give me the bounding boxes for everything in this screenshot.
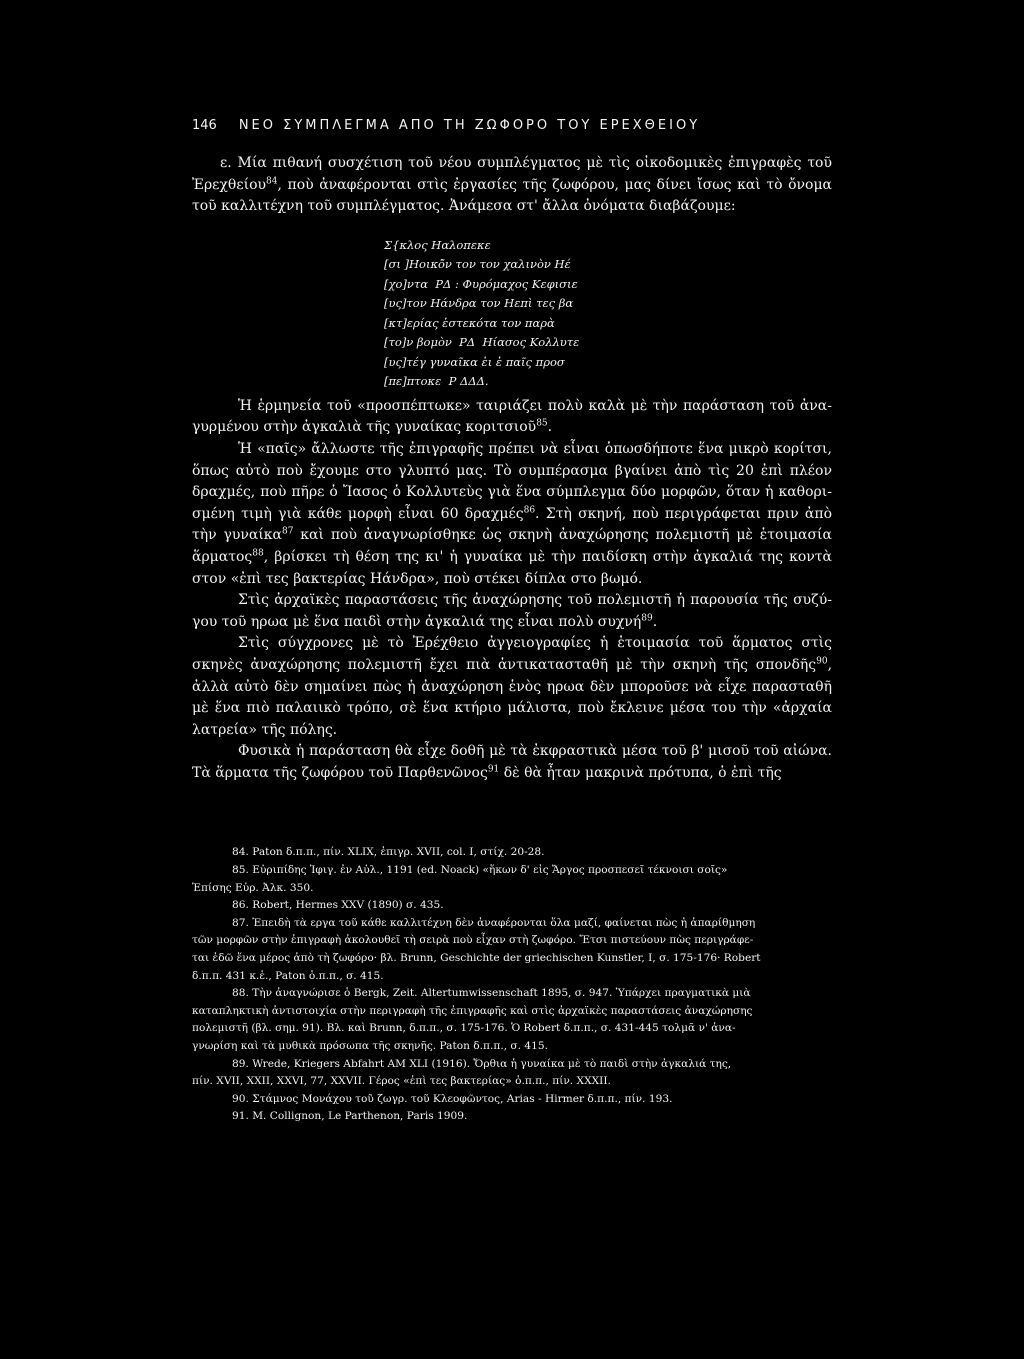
footnote-87-cont: δ.π.π. 431 κ.ἑ., Paton ὁ.π.π., σ. 415. — [192, 969, 384, 982]
body-text-main — [192, 396, 832, 785]
paragraph-2 — [192, 439, 832, 590]
p5-text-c: δὲ θὰ ἦταν μακρινὰ πρότυπα, ὁ ἐπὶ τῆς — [499, 764, 782, 781]
p1-text-b: γυρμένου στὴν ἀγκαλιὰ τῆς γυναίκας κοριτσιοῦ — [192, 419, 537, 436]
p2-text-f: τὴν γυναίκα — [192, 527, 283, 544]
p4-text-a: Στὶς σύγχρονες μὲ τὸ Ἐρέχθειο ἀγγειογραφίες ἡ ἑτοιμασία τοῦ ἅρματος στὶς σκηνὲς — [192, 635, 832, 673]
footnote-87: 87. Ἐπειδὴ τὰ εργα τοῦ κάθε καλλιτέχνη δὲν ἀναφέρονται ὅλα μαζί, φαίνεται πὼς ἡ ἀπαρίθμηση — [232, 916, 756, 929]
paragraph-5 — [192, 741, 832, 784]
footnote-90: 90. Στάμνος Μονάχου τοῦ ζωγρ. τοῦ Κλεοφῶντος, Arias - Hirmer δ.π.π., πίν. 193. — [232, 1092, 673, 1105]
p2-text-e: . Στὴ σκηνή, ποὺ περιγράφεται πριν ἀπὸ — [535, 505, 833, 522]
footnote-88: 88. Τὴν ἀναγνώρισε ὁ Bergk, Zeit. Altertumwissenschaft 1895, σ. 947. Ὑπάρχει πραγματικὰ μιὰ — [232, 987, 751, 1000]
intro-line-2b: , ποὺ ἀναφέρονται στὶς ἐργασίες τῆς ζωφόρου, μας δίνει ἴσως καὶ τὸ — [277, 176, 783, 193]
page-number: 146 — [192, 118, 217, 133]
page — [192, 118, 832, 1126]
p4-text-f: τῆς πόλης. — [261, 721, 338, 738]
inscription-line: Σ{κλος Ηαλοπεκε — [384, 237, 491, 252]
footnote-ref-87[interactable]: 87 — [282, 526, 294, 537]
p1-text-c: . — [547, 419, 553, 436]
footnote-ref-91[interactable]: 91 — [487, 764, 500, 775]
inscription-line: [σι ]Ηοικō̃ν τον τον χαλινὸν Ηέ — [384, 257, 571, 272]
footnote-89-cont: πίν. XVII, XXII, XXVI, 77, XXVII. Γέρος «ἐπὶ τες βακτερίας» ὁ.π.π., πίν. XXXII. — [192, 1075, 611, 1088]
paragraph-3 — [192, 590, 832, 633]
footnote-ref-89[interactable]: 89 — [641, 613, 653, 624]
inscription-line: [υς]τέγ γυναῖκα ἑι ἑ παῖς προσ — [384, 354, 565, 369]
p2-text-j: κοντὰ στον «ἐπὶ τες βακτερίας Ηάνδρα», ποὺ στέκει δίπλα στο βωμό. — [192, 548, 832, 587]
footnote-86: 86. Robert, Hermes XXV (1890) σ. 435. — [232, 899, 444, 912]
p2-text-c: δραχμές, ποὺ πῆρε ὁ Ἴασος ὁ Κολλυτεὺς γιὰ ἕνα σύμπλεγμα δύο μορφῶν, ὅταν ἡ καθορι- — [192, 484, 832, 501]
intro-line-1: ε. Μία πιθανή συσχέτιση τοῦ νέου συμπλέγματος μὲ τὶς οἰκοδομικὲς ἐπιγραφὲς — [220, 155, 802, 171]
p4-text-b: ἀναχώρησης πολεμιστῆ ἔχει πιὰ ἀντικατασταθῆ μὲ τὴν σκηνὴ τῆς σπονδῆς — [250, 656, 817, 673]
footnote-ref-88[interactable]: 88 — [252, 548, 264, 559]
p2-text-h: ἅρματος — [192, 548, 253, 565]
inscription-line: [χο]ντα ΡΔ : Φυρόμαχος Κεφισιε — [384, 276, 578, 291]
footnote-ref-86[interactable]: 86 — [523, 505, 536, 516]
inscription-line: [το]ν βομὸν ΡΔ Ηίασος Κολλυτε — [384, 335, 580, 350]
footnote-85: 85. Εὐριπίδης Ἰφιγ. ἐν Αὐλ., 1191 (ed. Noack) «ἥκων δ' εἰς Ἄργος προσπεσεῖ τέκνοισι σοῖς» — [232, 864, 728, 877]
inscription-line: [πε]πτοκε Ρ ΔΔΔ. — [384, 374, 489, 389]
p3-text-a: Στὶς ἀρχαϊκὲς παραστάσεις τῆς ἀναχώρησης τοῦ πολεμιστῆ ἡ παρουσία τῆς συζύ- — [238, 592, 832, 609]
p3-text-c: . — [652, 613, 658, 630]
inscription-block — [384, 236, 832, 392]
p5-text-a: Φυσικὰ ἡ παράσταση θὰ εἶχε δοθῆ μὲ τὰ ἐκφραστικὰ μέσα τοῦ β' μισοῦ τοῦ αἰώνα. — [238, 743, 832, 760]
footnote-88-cont: καταπληκτικὴ ἀντιστοιχία στὴν περιγραφὴ τῆς ἐπιγραφῆς καὶ στὶς ἀρχαϊκὲς παραστάσεις ἀναχώρησης — [192, 1004, 753, 1017]
p3-text-b: γου τοῦ ηρωα μὲ ἕνα παιδὶ στὴν ἀγκαλιά της εἶναι πολὺ συχνή — [192, 613, 642, 630]
footnote-ref-85[interactable]: 85 — [536, 418, 548, 429]
footnote-89: 89. Wrede, Kriegers Abfahrt AM XLI (1916). Ὄρθια ἡ γυναίκα μὲ τὸ παιδὶ στὴν ἀγκαλιά της, — [232, 1057, 732, 1070]
paragraph-1 — [192, 396, 832, 439]
inscription-line: [υς]τον Ηάνδρα τον Ηεπὶ τες βα — [384, 296, 574, 311]
footnote-87-cont: τῶν μορφῶν στὴν ἐπιγραφὴ ἀκολουθεῖ τὴ σειρὰ ποὺ εἶχαν στὴ ζωφόρο. Ἔτσι πιστεύουν πὼς περιγράφε- — [192, 934, 754, 947]
p2-text-g: καὶ ποὺ ἀναγνωρίσθηκε ὡς σκηνὴ ἀναχώρησης πολεμιστῆ μὲ ἑτοιμασία — [293, 527, 832, 544]
footnote-ref-84[interactable]: 84 — [266, 175, 278, 186]
intro-line-2a: τοῦ Ἐρεχθείου — [192, 155, 832, 193]
intro-paragraph — [192, 153, 832, 218]
p2-text-i: , βρίσκει τὴ θέση της κι' ἡ γυναίκα μὲ τὴν παιδίσκη στὴν ἀγκαλιά της — [263, 548, 784, 565]
footnote-88-cont: πολεμιστῆ (βλ. σημ. 91). Βλ. καὶ Brunn, δ.π.π., σ. 175-176. Ὁ Robert δ.π.π., σ. 431-445 τολμᾶ ν' ἀνα- — [192, 1022, 736, 1035]
intro-line-3: ὄνομα τοῦ καλλιτέχνη τοῦ συμπλέγματος. Ἀνάμεσα στ' ἄλλα ὀνόματα διαβάζουμε: — [192, 176, 833, 215]
p4-text-e: πιὸ παλαιικὸ τρόπο, σὲ ἕνα κτήριο μάλιστα, ποὺ ἔκλεινε μέσα του τὴν «ἀρχαία λατρεία» — [192, 700, 833, 738]
footnote-88-cont: γνωρίση καὶ τὰ μυθικὰ πρόσωπα τῆς σκηνῆς. Paton δ.π.π., σ. 415. — [192, 1040, 548, 1052]
paragraph-4 — [192, 633, 832, 741]
running-head — [192, 118, 832, 133]
p2-text-d: σμένη τιμὴ γιὰ κάθε μορφὴ εἶναι 60 δραχμές — [192, 505, 524, 522]
p2-text-b: ὅπως αὐτὸ ποὺ ἔχουμε στο γλυπτό μας. Τὸ συμπέρασμα βγαίνει ἀπὸ τὶς 20 ἐπὶ πλέον — [192, 462, 832, 479]
footnotes — [192, 844, 832, 1126]
inscription-line: [κτ]ερίας ἑστεκότα τον παρὰ — [384, 315, 555, 330]
footnote-ref-90[interactable]: 90 — [816, 656, 828, 667]
p2-text-a: Ἡ «παῖς» ἄλλωστε τῆς ἐπιγραφῆς πρέπει νὰ εἶναι ὁπωσδήποτε ἕνα μικρὸ κορίτσι, — [238, 440, 832, 457]
p1-text-a: Ἡ ἑρμηνεία τοῦ «προσπέπτωκε» ταιριάζει πολὺ καλὰ μὲ τὴν παράσταση τοῦ ἀνα- — [238, 397, 832, 414]
running-title: ΝΕΟ ΣΥΜΠΛΕΓΜΑ ΑΠΟ ΤΗ ΖΩΦΟΡΟ ΤΟΥ ΕΡΕΧΘΕΙΟΥ — [238, 118, 701, 133]
footnote-85-cont: Ἐπίσης Εὐρ. Ἀλκ. 350. — [192, 881, 314, 894]
p5-text-b: Τὰ ἅρματα τῆς ζωφόρου τοῦ Παρθενῶνος — [192, 764, 488, 781]
body-text — [192, 153, 832, 218]
footnote-87-cont: ται ἐδῶ ἕνα μέρος ἀπὸ τὴ ζωφόρο· βλ. Brunn, Geschichte der griechischen Kunstler, I, σ. 175-176· Robert — [192, 952, 761, 965]
footnote-84: 84. Paton δ.π.π., πίν. XLIX, ἐπιγρ. XVII, col. I, στίχ. 20-28. — [232, 846, 545, 859]
p4-text-d: αὐτὸ δὲν σημαίνει πὼς ἡ ἀναχώρηση ἑνὸς ηρωα δὲν μποροῦσε νὰ εἶχε παρασταθῆ μὲ ἕνα — [192, 678, 832, 717]
p4-text-c: , ἀλλὰ — [192, 656, 833, 695]
footnote-91: 91. M. Collignon, Le Parthenon, Paris 1909. — [232, 1110, 468, 1123]
